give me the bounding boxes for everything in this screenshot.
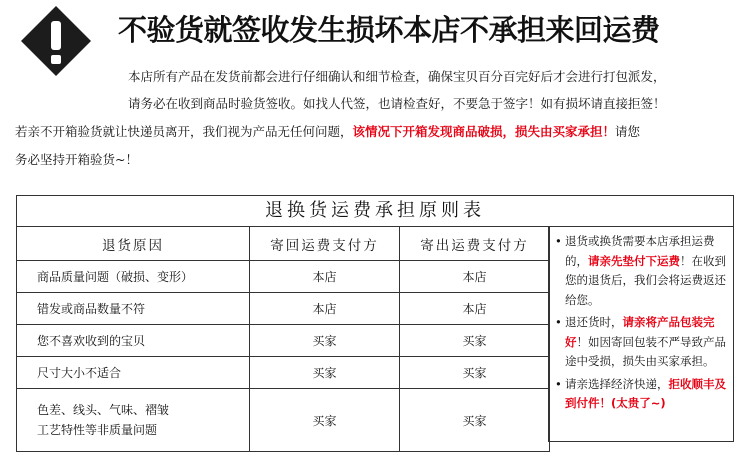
intro-line-4: 务必坚持开箱验货~！ <box>15 152 138 167</box>
row-reason: 错发或商品数量不符 <box>17 293 250 325</box>
notes-panel <box>548 226 734 442</box>
header-send-payer: 寄出运费支付方 <box>400 227 550 261</box>
row-send-payer: 买家 <box>400 389 550 452</box>
header-return-payer: 寄回运费支付方 <box>250 227 400 261</box>
note-item <box>555 375 729 414</box>
note-text: 请亲选择经济快递， <box>565 376 669 391</box>
table-row <box>17 357 550 389</box>
table-header-row <box>17 227 550 261</box>
table-row <box>17 293 550 325</box>
intro-line-3 <box>15 119 640 145</box>
intro-line-3-tail: 请您 <box>615 124 641 139</box>
row-send-payer: 买家 <box>400 325 550 357</box>
row-send-payer: 买家 <box>400 357 550 389</box>
intro-line-3-text: 若亲不开箱验货就让快递员离开，我们视为产品无任何问题， <box>15 124 353 139</box>
page-title: 不验货就签收发生损坏本店不承担来回运费 <box>118 13 660 47</box>
bullet-icon: • <box>555 376 562 391</box>
row-return-payer: 本店 <box>250 293 400 325</box>
rules-table <box>16 226 550 452</box>
table-title: 退换货运费承担原则表 <box>16 195 734 227</box>
row-reason-line-1: 色差、线头、气味、褶皱 <box>37 403 170 417</box>
table-row <box>17 389 550 452</box>
row-return-payer: 本店 <box>250 261 400 293</box>
note-highlight: 请亲将产品包装完好 <box>565 315 715 349</box>
bullet-icon: • <box>555 234 562 248</box>
header-reason: 退货原因 <box>17 227 250 261</box>
row-reason: 您不喜欢收到的宝贝 <box>17 325 250 357</box>
row-send-payer: 本店 <box>400 261 550 293</box>
intro-line-1: 本店所有产品在发货前都会进行仔细确认和细节检查，确保宝贝百分百完好后才会进行打包派发， <box>128 69 666 84</box>
note-text: ！在收到您的退货后，我们会将运费返还给您。 <box>565 253 726 307</box>
note-item <box>555 313 729 372</box>
row-reason: 尺寸大小不适合 <box>17 357 250 389</box>
row-send-payer: 本店 <box>400 293 550 325</box>
row-return-payer: 买家 <box>250 389 400 452</box>
table-row <box>17 325 550 357</box>
row-return-payer: 买家 <box>250 325 400 357</box>
intro-line-2: 请务必在收到商品时验货签收。如找人代签，也请检查好，不要急于签字！如有损坏请直接拒签！ <box>128 96 666 111</box>
note-text: ！如因寄回包装不严导致产品途中受损，损失由买家承担。 <box>565 334 726 368</box>
row-reason: 商品质量问题（破损、变形） <box>17 261 250 293</box>
bullet-icon: • <box>555 315 562 329</box>
intro-warning-text: 该情况下开箱发现商品破损，损失由买家承担！ <box>352 124 616 139</box>
row-reason-line-2: 工艺特性等非质量问题 <box>37 423 158 437</box>
warning-icon <box>19 4 93 78</box>
note-text: 退货或换货需要本店承担运费的， <box>565 234 715 268</box>
note-highlight: 请亲先垫付下运费 <box>588 253 680 268</box>
note-item <box>555 232 729 310</box>
row-return-payer: 买家 <box>250 357 400 389</box>
row-reason <box>17 389 250 452</box>
note-highlight: 拒收顺丰及到付件！(太贵了~) <box>565 376 726 410</box>
note-text: 退还货时， <box>565 315 623 329</box>
table-row <box>17 261 550 293</box>
